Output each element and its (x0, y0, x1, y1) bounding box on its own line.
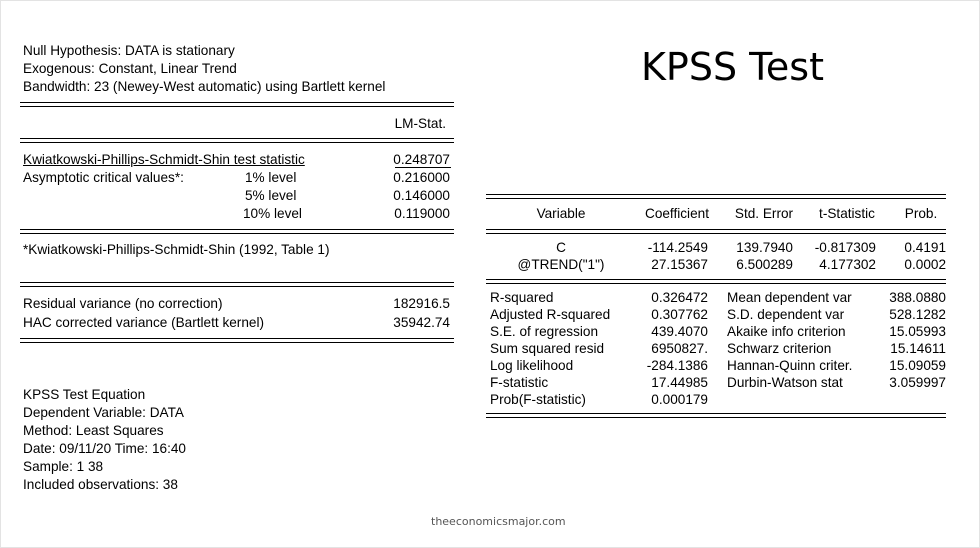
equation-title: KPSS Test Equation (23, 387, 146, 402)
stat-hannan-quinn-label: Hannan-Quinn criter. (727, 358, 853, 373)
hac-variance-value: 35942.74 (393, 315, 450, 330)
header-t-statistic: t-Statistic (819, 206, 875, 221)
stat-se-regression-value: 439.4070 (651, 324, 708, 339)
stat-akaike-value: 15.05993 (889, 324, 946, 339)
header-prob: Prob. (904, 206, 938, 221)
kpss-statistic-label: Kwiatkowski-Phillips-Schmidt-Shin test statistic (23, 152, 305, 167)
lm-stat-header: LM-Stat. (394, 116, 446, 131)
stat-akaike-label: Akaike info criterion (727, 324, 846, 339)
level-5-label: 5% level (245, 188, 297, 203)
stat-schwarz-label: Schwarz criterion (727, 341, 832, 356)
table-row-trend-variable: @TREND("1") (517, 257, 605, 272)
regression-top-rule (486, 194, 946, 199)
table-row-c-prob: 0.4191 (904, 240, 946, 255)
dependent-variable: Dependent Variable: DATA (23, 405, 184, 420)
stat-prob-f-label: Prob(F-statistic) (490, 392, 586, 407)
stat-sd-dep-label: S.D. dependent var (727, 307, 845, 322)
statistic-underline (395, 167, 451, 168)
variance-top-rule (20, 282, 454, 287)
method: Method: Least Squares (23, 423, 164, 438)
kpss-header-rule (20, 138, 454, 143)
stat-schwarz-value: 15.14611 (890, 341, 946, 356)
watermark: theeconomicsmajor.com (431, 515, 566, 528)
regression-stats-rule (486, 279, 946, 284)
stat-sd-dep-value: 528.1282 (889, 307, 946, 322)
table-row-trend-prob: 0.0002 (904, 257, 946, 272)
table-row-trend-coefficient: 27.15367 (651, 257, 708, 272)
stat-adj-r-squared-value: 0.307762 (651, 307, 708, 322)
header-std-error: Std. Error (734, 206, 794, 221)
level-10-value: 0.119000 (394, 206, 450, 221)
critical-values-label: Asymptotic critical values*: (23, 170, 184, 185)
stat-log-likelihood-label: Log likelihood (490, 358, 574, 373)
residual-variance-label: Residual variance (no correction) (23, 296, 223, 311)
exogenous-line: Exogenous: Constant, Linear Trend (23, 61, 237, 76)
stat-f-statistic-label: F-statistic (490, 375, 549, 390)
header-coefficient: Coefficient (645, 206, 709, 221)
regression-header-rule (486, 229, 946, 234)
kpss-statistic-value: 0.248707 (393, 152, 450, 167)
stat-prob-f-value: 0.000179 (651, 392, 708, 407)
header-variable: Variable (536, 206, 586, 221)
kpss-top-rule (20, 102, 454, 107)
table-row-trend-t-statistic: 4.177302 (819, 257, 876, 272)
stat-durbin-watson-label: Durbin-Watson stat (727, 375, 843, 390)
kpss-footnote: *Kwiatkowski-Phillips-Schmidt-Shin (1992, Table 1) (23, 242, 330, 257)
table-row-c-coefficient: -114.2549 (647, 240, 708, 255)
hac-variance-label: HAC corrected variance (Bartlett kernel) (23, 315, 264, 330)
stat-f-statistic-value: 17.44985 (651, 375, 708, 390)
residual-variance-value: 182916.5 (393, 296, 450, 311)
null-hypothesis-line: Null Hypothesis: DATA is stationary (23, 43, 235, 58)
stat-mean-dep-value: 388.0880 (889, 290, 946, 305)
stat-r-squared-label: R-squared (490, 290, 554, 305)
stat-durbin-watson-value: 3.059997 (889, 375, 946, 390)
bandwidth-line: Bandwidth: 23 (Newey-West automatic) using Bartlett kernel (23, 79, 386, 94)
level-1-label: 1% level (245, 170, 297, 185)
stat-hannan-quinn-value: 15.09059 (889, 358, 946, 373)
level-1-value: 0.216000 (393, 170, 450, 185)
sample: Sample: 1 38 (23, 459, 104, 474)
table-row-trend-std-error: 6.500289 (736, 257, 793, 272)
stat-se-regression-label: S.E. of regression (490, 324, 599, 339)
slide-title: KPSS Test (641, 45, 824, 89)
table-row-c-variable: C (556, 240, 566, 255)
level-5-value: 0.146000 (393, 188, 450, 203)
stat-mean-dep-label: Mean dependent var (727, 290, 852, 305)
variance-bottom-rule (20, 338, 454, 343)
date-time: Date: 09/11/20 Time: 16:40 (23, 441, 186, 456)
stat-r-squared-value: 0.326472 (651, 290, 708, 305)
stat-ssr-label: Sum squared resid (490, 341, 605, 356)
stat-adj-r-squared-label: Adjusted R-squared (490, 307, 611, 322)
included-observations: Included observations: 38 (23, 477, 178, 492)
kpss-mid-rule (20, 229, 454, 234)
stat-log-likelihood-value: -284.1386 (646, 358, 708, 373)
table-row-c-t-statistic: -0.817309 (814, 240, 876, 255)
level-10-label: 10% level (243, 206, 302, 221)
table-row-c-std-error: 139.7940 (736, 240, 793, 255)
stat-ssr-value: 6950827. (651, 341, 708, 356)
regression-bottom-rule (486, 413, 946, 418)
